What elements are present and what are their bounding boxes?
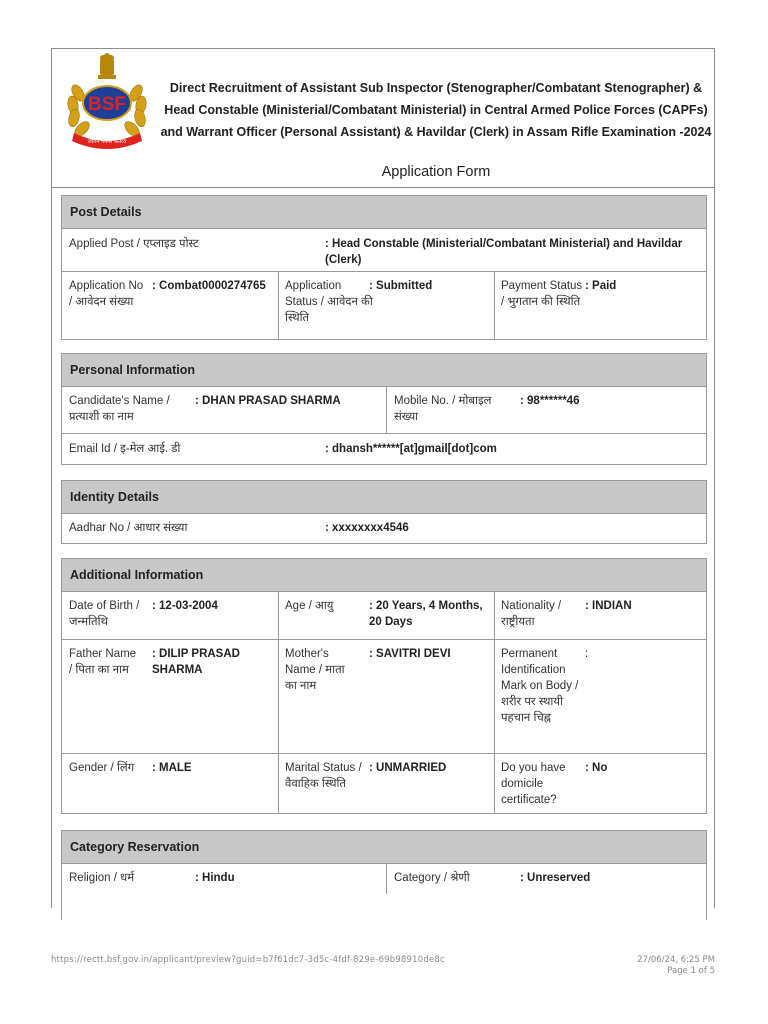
applied-post-label: Applied Post / एप्लाइड पोस्ट xyxy=(69,238,199,250)
category-label: Category / श्रेणी xyxy=(394,872,470,884)
mother-cell xyxy=(278,640,494,753)
applied-post-row xyxy=(62,229,706,272)
religion-cell xyxy=(62,864,386,894)
identification-mark-label: Permanent Identification Mark on Body / शरीर पर स्थायी पहचान चिह्न xyxy=(501,648,579,724)
gender-value: : MALE xyxy=(152,762,192,774)
marital-cell xyxy=(278,754,494,814)
identification-mark-cell xyxy=(494,640,706,753)
aadhar-value: : xxxxxxxx4546 xyxy=(325,522,409,534)
religion-category-row xyxy=(62,864,706,894)
application-status-label: Application Status / आवेदन की स्थिति xyxy=(285,280,373,324)
identification-mark-value: : xyxy=(585,648,589,660)
mother-value: : SAVITRI DEVI xyxy=(369,648,451,660)
section-heading: Category Reservation xyxy=(62,831,706,864)
application-no-value: : Combat0000274765 xyxy=(152,280,266,292)
category-section xyxy=(61,830,707,920)
post-details-section xyxy=(61,195,707,340)
payment-status-cell xyxy=(494,272,706,340)
dob-age-row xyxy=(62,592,706,640)
father-cell xyxy=(62,640,278,753)
parents-row xyxy=(62,640,706,754)
aadhar-row xyxy=(62,514,706,544)
candidate-name-value: : DHAN PRASAD SHARMA xyxy=(195,395,341,407)
section-heading: Identity Details xyxy=(62,481,706,514)
payment-status-value: : Paid xyxy=(585,280,617,292)
payment-status-label: Payment Status / भुगतान की स्थिति xyxy=(501,280,583,308)
age-cell xyxy=(278,592,494,639)
application-status-cell xyxy=(278,272,494,340)
logo-motto: जीवन पर्यन्त कर्तव्य xyxy=(87,139,127,145)
form-header xyxy=(52,49,714,188)
candidate-name-label: Candidate's Name / प्रत्याशी का नाम xyxy=(69,395,170,423)
logo-text: BSF xyxy=(88,94,126,115)
personal-info-section xyxy=(61,353,707,465)
additional-info-section xyxy=(61,558,707,814)
nationality-value: : INDIAN xyxy=(585,600,632,612)
mobile-cell xyxy=(386,387,706,433)
marital-value: : UNMARRIED xyxy=(369,762,447,774)
form-subtitle: Application Form xyxy=(381,164,491,180)
application-form-frame xyxy=(51,48,715,908)
print-datetime: 27/06/24, 6:25 PM xyxy=(637,955,715,965)
candidate-name-cell xyxy=(62,387,386,433)
mobile-label: Mobile No. / मोबाइल संख्या xyxy=(394,395,492,423)
dob-value: : 12-03-2004 xyxy=(152,600,218,612)
father-label: Father Name / पिता का नाम xyxy=(69,648,137,676)
dob-cell xyxy=(62,592,278,639)
section-heading: Personal Information xyxy=(62,354,706,387)
applied-post-value: : Head Constable (Ministerial/Combatant Ministerial) and Havildar (Clerk) xyxy=(325,238,683,266)
gender-cell xyxy=(62,754,278,814)
father-value: : DILIP PRASAD SHARMA xyxy=(152,648,240,676)
application-no-label: Application No / आवेदन संख्या xyxy=(69,280,144,308)
identity-section xyxy=(61,480,707,544)
name-mobile-row xyxy=(62,387,706,434)
email-value: : dhansh******[at]gmail[dot]com xyxy=(325,443,497,455)
email-label: Email Id / इ-मेल आई. डी xyxy=(69,443,181,455)
domicile-cell xyxy=(494,754,706,814)
email-row xyxy=(62,434,706,466)
mobile-value: : 98******46 xyxy=(520,395,580,407)
domicile-label: Do you have domicile certificate? xyxy=(501,762,566,806)
marital-label: Marital Status / वैवाहिक स्थिति xyxy=(285,762,362,790)
aadhar-label: Aadhar No / आधार संख्या xyxy=(69,522,188,534)
religion-label: Religion / धर्म xyxy=(69,872,135,884)
page-number: Page 1 of 5 xyxy=(667,966,715,976)
gender-marital-row xyxy=(62,754,706,814)
bsf-logo xyxy=(60,53,154,149)
application-no-cell xyxy=(62,272,278,340)
nationality-cell xyxy=(494,592,706,639)
exam-title: Direct Recruitment of Assistant Sub Inspector (Stenographer/Combatant Stenographer) & Head Constable (Ministerial/Combatant Ministerial) in Central Armed Police Forces (CAPFs) and Warrant Officer (Personal Assistant) & Havildar (Clerk) in Assam Rifle Examination -2024 xyxy=(160,81,712,139)
category-cell xyxy=(386,864,706,894)
dob-label: Date of Birth / जन्मतिथि xyxy=(69,600,140,628)
footer-meta xyxy=(637,955,715,977)
age-value: : 20 Years, 4 Months, 20 Days xyxy=(369,600,483,628)
nationality-label: Nationality / राष्ट्रीयता xyxy=(501,600,562,628)
application-row xyxy=(62,272,706,340)
mother-label: Mother's Name / माता का नाम xyxy=(285,648,345,692)
section-heading: Additional Information xyxy=(62,559,706,592)
category-value: : Unreserved xyxy=(520,872,591,884)
footer-url[interactable]: https://rectt.bsf.gov.in/applicant/preview?guid=b7f61dc7-3d5c-4fdf-829e-69b98910de8c xyxy=(51,955,445,965)
religion-value: : Hindu xyxy=(195,872,235,884)
domicile-value: : No xyxy=(585,762,608,774)
section-heading: Post Details xyxy=(62,196,706,229)
application-status-value: : Submitted xyxy=(369,280,433,292)
age-label: Age / आयु xyxy=(285,600,334,612)
gender-label: Gender / लिंग xyxy=(69,762,135,774)
